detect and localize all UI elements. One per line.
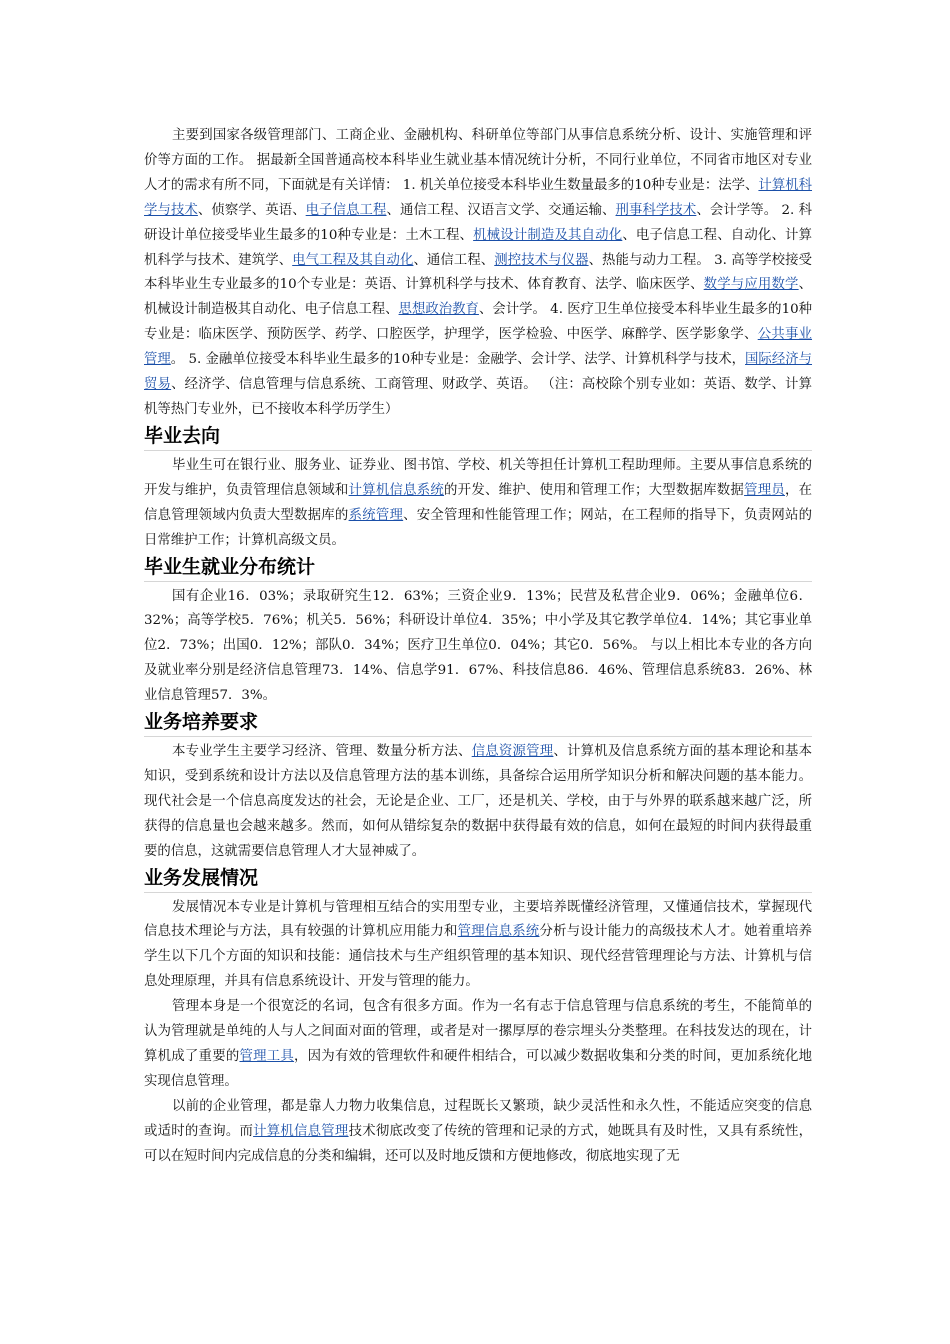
intro-text: 、热能与动力工程。 3. 高等学校接受本科毕业生专业最多的10个专业是：英语、计算机科学与技术、体育教育、法学、临床医学、 (144, 252, 813, 293)
section-text: 分析与设计能力的高级技术人才。她着重培养学生以下几个方面的知识和技能：通信技术与生产组织管理的基本知识、现代经营管理理论与方法、计算机与信息处理原理，并具有信息系统设计、开发与管理的能力。 (144, 924, 813, 990)
section-text: 本专业学生主要学习经济、管理、数量分析方法、 (172, 744, 472, 760)
link-mechanical-design[interactable]: 机械设计制造及其自动化 (473, 227, 623, 243)
section-heading-development: 业务发展情况 (144, 865, 812, 893)
document-page (144, 124, 812, 1170)
link-management-tools[interactable]: 管理工具 (239, 1049, 295, 1064)
link-measurement-control[interactable]: 测控技术与仪器 (494, 252, 589, 268)
section-text: 、计算机及信息系统方面的基本理论和基本知识，受到系统和设计方法以及信息管理方法的基本训练，具备综合运用所学知识分析和解决问题的基本能力。现代社会是一个信息高度发达的社会，无论是企业、工厂，还是机关、学校，由于与外界的联系越来越广泛，所获得的信息量也会越来越多。然而，如何从错综复杂的数据中获得最有效的信息，如何在最短的时间内获得最重要的信息，这就需要信息管理人才大显神威了。 (144, 744, 813, 859)
intro-text: 、侦察学、英语、 (197, 202, 306, 218)
link-management-info-system[interactable]: 管理信息系统 (457, 924, 540, 940)
link-computer-info-management[interactable]: 计算机信息管理 (253, 1123, 349, 1139)
link-applied-math[interactable]: 数学与应用数学 (703, 277, 799, 293)
graduate-destination-paragraph (144, 454, 812, 554)
intro-text: 、经济学、信息管理与信息系统、工商管理、财政学、英语。 （注：高校除个别专业如：英语、数学、计算机等热门专业外，已不接收本科学历学生） (144, 377, 812, 417)
section-heading-graduate-destination: 毕业去向 (144, 423, 812, 451)
development-paragraph-1 (144, 896, 812, 996)
section-heading-training-requirements: 业务培养要求 (144, 709, 812, 737)
intro-text: 、通信工程、汉语言文学、交通运输、 (386, 202, 616, 218)
intro-text: 、会计学等。 2. 科研设计单位接受毕业生最多的10种专业是：土木工程、 (144, 202, 813, 243)
link-electrical-engineering[interactable]: 电气工程及其自动化 (292, 252, 414, 268)
link-international-trade[interactable]: 国际经济与贸易 (144, 352, 813, 393)
intro-text: 、会计学。 4. 医疗卫生单位接受本科毕业生最多的10种专业是：临床医学、预防医学、药学、口腔医学，护理学，医学检验、中医学、麻醉学、医学影象学、 (144, 302, 813, 343)
section-text: ，因为有效的管理软件和硬件相结合，可以减少数据收集和分类的时间，更加系统化地实现信息管理。 (144, 1049, 813, 1089)
section-text: 发展情况本专业是计算机与管理相互结合的实用型专业，主要培养既懂经济管理，又懂通信技术，掌握现代信息技术理论与方法，具有较强的计算机应用能力和 (144, 899, 812, 940)
employment-stats-paragraph: 国有企业16．03%；录取研究生12．63%；三资企业9．13%；民营及私营企业9．06%；金融单位6．32%；高等学校5．76%；机关5．56%；科研设计单位4．35%；中小学及其它教学单位4．14%；其它事业单位2．73%；出国0．12%；部队0．34%；医疗卫生单位0．04%；其它0．56%。 与以上相比本专业的各方向及就业率分别是经济信息管理73．14%、信息学91．67%、科技信息86．46%、管理信息系统83．26%、林业信息管理57．3%。 (144, 588, 812, 704)
intro-paragraph (144, 124, 812, 423)
link-system-management[interactable]: 系统管理 (348, 507, 404, 523)
intro-text: 、机械设计制造极其自动化、电子信息工程、 (144, 277, 812, 318)
link-political-education[interactable]: 思想政治教育 (398, 302, 479, 318)
section-text: ，在信息管理领域内负责大型数据库的 (144, 482, 813, 523)
training-requirements-paragraph (144, 740, 812, 865)
link-public-administration[interactable]: 公共事业管理 (144, 327, 813, 368)
section-text: 的开发、维护、使用和管理工作；大型数据库数据 (444, 482, 745, 498)
section-heading-employment-stats: 毕业生就业分布统计 (144, 554, 812, 582)
section-text: 技术彻底改变了传统的管理和记录的方式，她既具有及时性，又具有系统性，可以在短时间内完成信息的分类和编辑，还可以及时地反馈和方便地修改，彻底地实现了无 (144, 1123, 813, 1164)
intro-text: 。 5. 金融单位接受本科毕业生最多的10种专业是：金融学、会计学、法学、计算机科学与技术， (170, 352, 746, 368)
link-computer-info-system[interactable]: 计算机信息系统 (348, 482, 445, 498)
link-administrator[interactable]: 管理员 (744, 482, 785, 498)
section-text: 毕业生可在银行业、服务业、证券业、图书馆、学校、机关等担任计算机工程助理师。主要从事信息系统的开发与维护，负责管理信息领域和 (144, 457, 812, 498)
section-text: 管理本身是一个很宽泛的名词，包含有很多方面。作为一名有志于信息管理与信息系统的考生，不能简单的认为管理就是单纯的人与人之间面对面的管理，或者是对一摞厚厚的卷宗埋头分类整理。在科技发达的现在，计算机成了重要的 (144, 999, 812, 1064)
development-paragraph-2 (144, 995, 812, 1095)
intro-text: 主要到国家各级管理部门、工商企业、金融机构、科研单位等部门从事信息系统分析、设计、实施管理和评价等方面的工作。 据最新全国普通高校本科毕业生就业基本情况统计分析，不同行业单位，不同省市地区对专业人才的需求有所不同，下面就是有关详情： 1. 机关单位接受本科毕业生数量最多的10种专业是：法学、 (144, 128, 812, 193)
section-text: 以前的企业管理，都是靠人力物力收集信息，过程既长又繁琐，缺少灵活性和永久性，不能适应突变的信息或适时的查询。而 (144, 1098, 812, 1139)
link-criminal-science[interactable]: 刑事科学技术 (615, 202, 697, 218)
link-info-resource-management[interactable]: 信息资源管理 (471, 744, 554, 760)
link-computer-science[interactable]: 计算机科学与技术 (144, 177, 813, 218)
intro-text: 、通信工程、 (413, 252, 495, 268)
intro-text: 、电子信息工程、自动化、计算机科学与技术、建筑学、 (144, 227, 813, 268)
development-paragraph-3 (144, 1095, 812, 1170)
section-text: 、安全管理和性能管理工作；网站，在工程师的指导下，负责网站的日常维护工作；计算机高级文员。 (144, 507, 813, 548)
link-electronic-info-engineering[interactable]: 电子信息工程 (305, 202, 387, 218)
